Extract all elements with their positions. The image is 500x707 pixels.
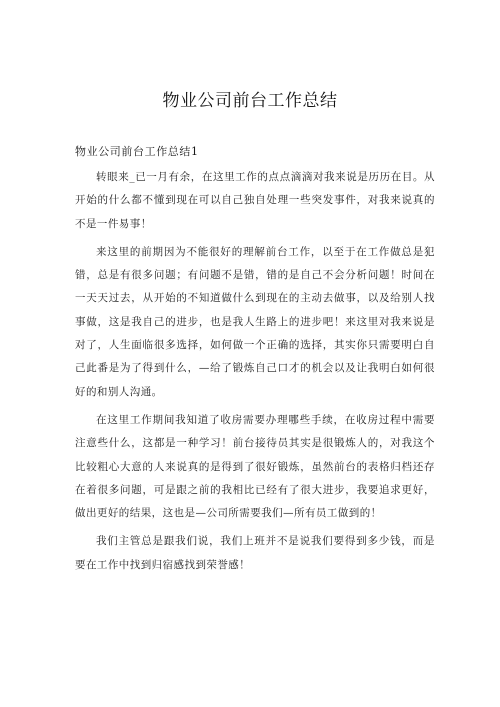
document-title: 物业公司前台工作总结 — [162, 91, 338, 111]
paragraph-4: 我们主管总是跟我们说，我们上班并不是说我们要得到多少钱，而是要在工作中找到归宿感找到荣誉感！ — [75, 535, 435, 571]
document-body — [75, 144, 435, 582]
paragraph-1: 转眼来_已一月有余，在这里工作的点点滴滴对我来说是历历在目。从开始的什么都不懂到现在可以自己独自处理一些突发事件，对我来说真的不是一件易事！ — [75, 171, 435, 230]
paragraph-2: 来这里的前期因为不能很好的理解前台工作，以至于在工作做总是犯错，总是有很多问题；有问题不是错，错的是自己不会分析问题！时间在一天天过去，从开始的不知道做什么到现在的主动去做事，以及给别人找事做，这是我自己的进步，也是我人生路上的进步吧！来这里对我来说是对了，人生面临很多选择，如何做一个正确的选择，其实你只需要明白自己此番是为了得到什么，—给了锻炼自己口才的机会以及让我明白如何很好的和别人沟通。 — [75, 245, 435, 398]
paragraph-3: 在这里工作期间我知道了收房需要办理哪些手续，在收房过程中需要注意些什么，这都是一种学习！前台接待员其实是很锻炼人的，对我这个比较粗心大意的人来说真的是得到了很好锻炼，虽然前台的表格归档还存在着很多问题，可是跟之前的我相比已经有了很大进步，我要追求更好，做出更好的结果，这也是—公司所需要我们—所有员工做到的！ — [75, 413, 435, 520]
section-heading: 物业公司前台工作总结1 — [75, 145, 199, 158]
